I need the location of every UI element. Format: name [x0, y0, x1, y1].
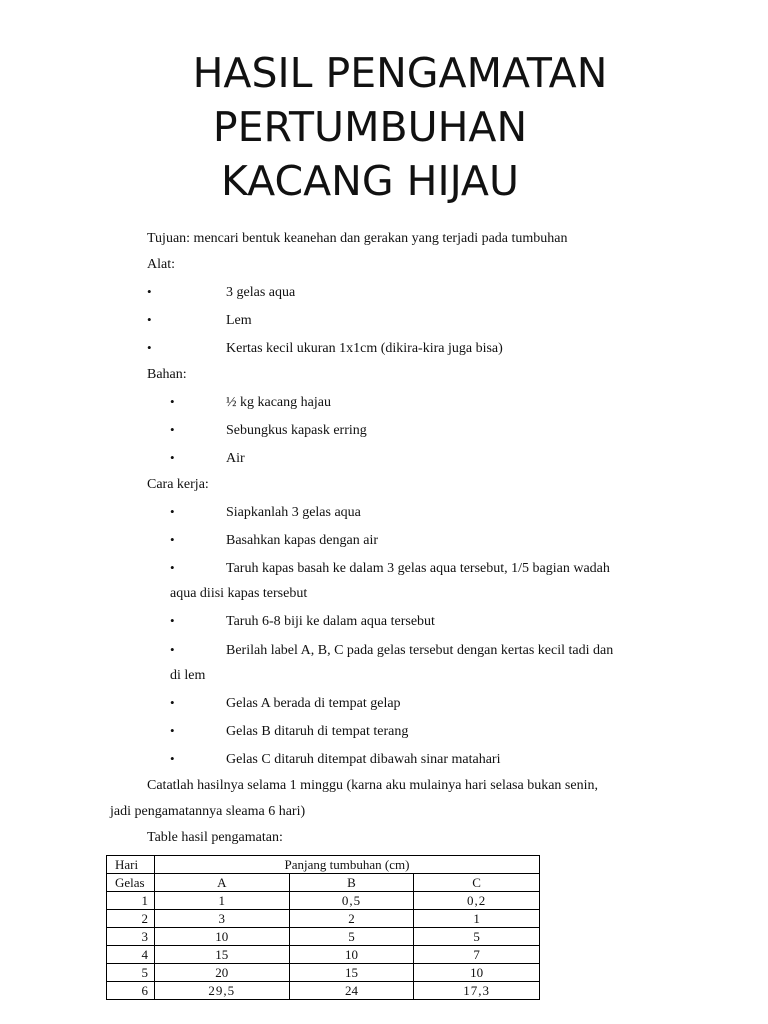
cara-kerja-item-continuation: di lem [170, 668, 206, 683]
table-caption: Table hasil pengamatan: [147, 830, 283, 845]
cell-a: 1 [154, 892, 289, 910]
cell-b: 15 [289, 964, 414, 982]
cell-c: 7 [414, 946, 540, 964]
bullet-icon: • [170, 450, 175, 465]
document-title [0, 46, 768, 208]
table-row [107, 982, 540, 1000]
bullet-icon: • [170, 642, 175, 657]
cell-b: 5 [289, 928, 414, 946]
table-header-row [107, 856, 540, 874]
header-gelas: Gelas [107, 874, 155, 892]
bullet-icon: • [147, 284, 152, 299]
bullet-icon: • [147, 312, 152, 327]
header-hari: Hari [107, 856, 155, 874]
title-line-2: PERTUMBUHAN [212, 103, 528, 151]
cell-a: 20 [154, 964, 289, 982]
bullet-icon: • [147, 340, 152, 355]
header-col-b: B [289, 874, 414, 892]
table-row [107, 910, 540, 928]
cell-c: 0,2 [414, 892, 540, 910]
bahan-item: ½ kg kacang hajau [226, 395, 331, 410]
cell-b: 24 [289, 982, 414, 1000]
table-subheader-row [107, 874, 540, 892]
bahan-heading: Bahan: [147, 367, 187, 382]
cell-a: 29,5 [154, 982, 289, 1000]
alat-item: 3 gelas aqua [226, 285, 296, 300]
cell-b: 0,5 [289, 892, 414, 910]
bullet-icon: • [170, 695, 175, 710]
bullet-icon: • [170, 504, 175, 519]
header-panjang-tumbuhan: Panjang tumbuhan (cm) [154, 856, 539, 874]
cara-kerja-item: Gelas A berada di tempat gelap [226, 696, 401, 711]
cara-kerja-item: Gelas B ditaruh di tempat terang [226, 724, 409, 739]
tujuan-text: Tujuan: mencari bentuk keanehan dan gerakan yang terjadi pada tumbuhan [147, 231, 568, 246]
title-line-1: HASIL PENGAMATAN [192, 49, 608, 97]
cell-c: 10 [414, 964, 540, 982]
cell-c: 17,3 [414, 982, 540, 1000]
title-line-3: KACANG HIJAU [221, 157, 519, 205]
header-col-c: C [414, 874, 540, 892]
cara-kerja-item: Siapkanlah 3 gelas aqua [226, 505, 361, 520]
cell-a: 15 [154, 946, 289, 964]
table-row [107, 892, 540, 910]
bahan-item: Air [226, 451, 245, 466]
cell-b: 2 [289, 910, 414, 928]
alat-item: Lem [226, 313, 252, 328]
cara-kerja-item: Basahkan kapas dengan air [226, 533, 378, 548]
cell-a: 10 [154, 928, 289, 946]
cell-hari: 4 [107, 946, 155, 964]
cell-hari: 3 [107, 928, 155, 946]
cara-kerja-item: Berilah label A, B, C pada gelas tersebut dengan kertas kecil tadi dan [226, 643, 614, 658]
catatan-line-1: Catatlah hasilnya selama 1 minggu (karna aku mulainya hari selasa bukan senin, [147, 778, 598, 793]
bullet-icon: • [170, 613, 175, 628]
alat-heading: Alat: [147, 257, 175, 272]
observation-table [106, 855, 540, 1000]
cell-hari: 1 [107, 892, 155, 910]
cara-kerja-item: Taruh kapas basah ke dalam 3 gelas aqua tersebut, 1/5 bagian wadah [226, 561, 610, 576]
cell-hari: 6 [107, 982, 155, 1000]
bullet-icon: • [170, 422, 175, 437]
cell-hari: 5 [107, 964, 155, 982]
catatan-line-2: jadi pengamatannya sleama 6 hari) [110, 804, 306, 819]
bullet-icon: • [170, 723, 175, 738]
bullet-icon: • [170, 560, 175, 575]
bullet-icon: • [170, 532, 175, 547]
header-col-a: A [154, 874, 289, 892]
cara-kerja-heading: Cara kerja: [147, 477, 209, 492]
cell-hari: 2 [107, 910, 155, 928]
cara-kerja-item: Gelas C ditaruh ditempat dibawah sinar matahari [226, 752, 501, 767]
table-row [107, 928, 540, 946]
table-row [107, 946, 540, 964]
cell-c: 5 [414, 928, 540, 946]
bullet-icon: • [170, 394, 175, 409]
cell-b: 10 [289, 946, 414, 964]
bullet-icon: • [170, 751, 175, 766]
table-row [107, 964, 540, 982]
cell-c: 1 [414, 910, 540, 928]
cara-kerja-item: Taruh 6-8 biji ke dalam aqua tersebut [226, 614, 435, 629]
alat-item: Kertas kecil ukuran 1x1cm (dikira-kira juga bisa) [226, 341, 503, 356]
cara-kerja-item-continuation: aqua diisi kapas tersebut [170, 586, 308, 601]
bahan-item: Sebungkus kapask erring [226, 423, 367, 438]
cell-a: 3 [154, 910, 289, 928]
